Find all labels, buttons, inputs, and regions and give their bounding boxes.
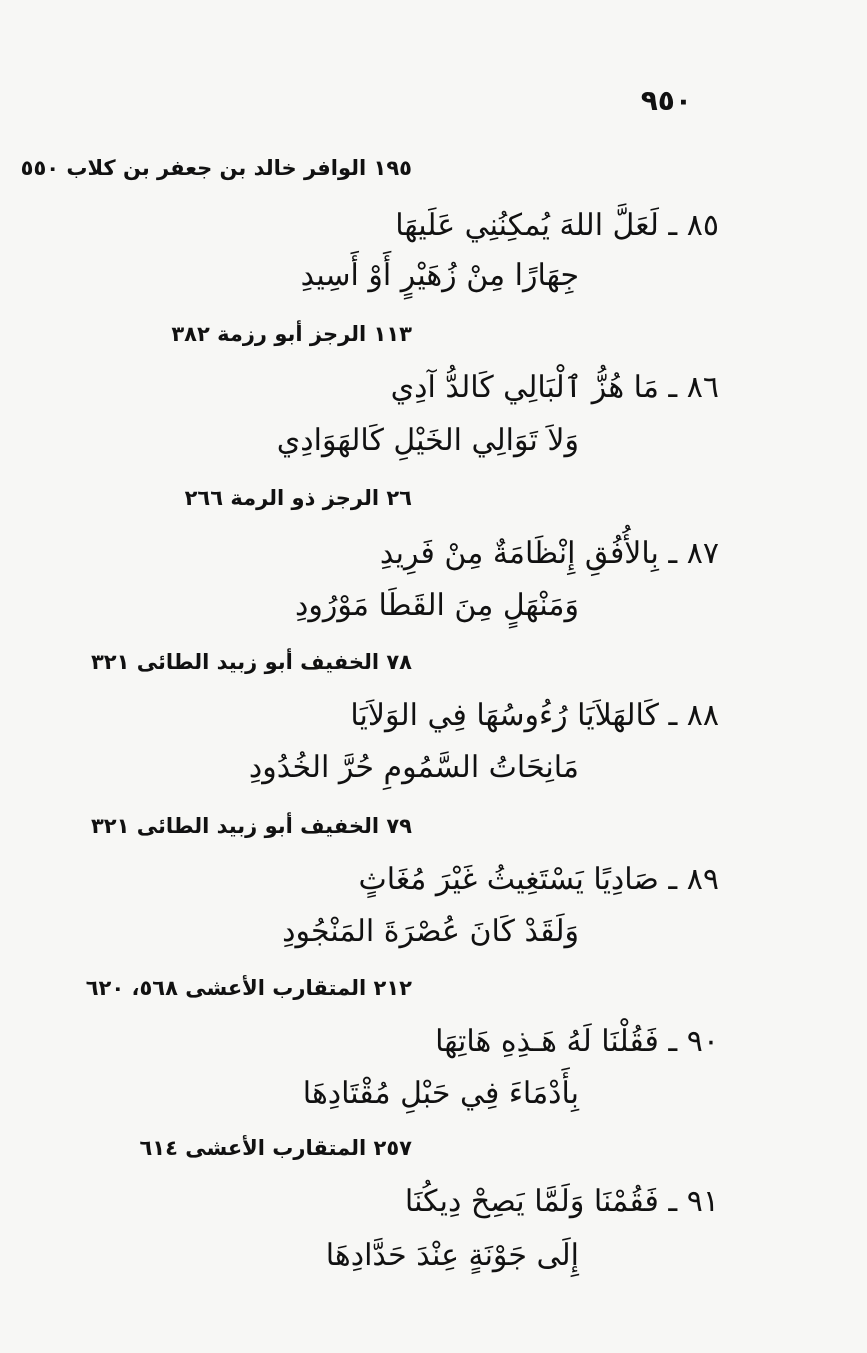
- verse-second-hemistich: جِهَارًا مِنْ زُهَيْرٍ أَوْ أَسِيدِ: [300, 258, 579, 293]
- verse-first-hemistich: ٨٥ ـ لَعَلَّ اللهَ يُمكِنُنِي عَلَيهَا: [395, 208, 719, 243]
- verse-second-hemistich: وَلَقَدْ كَانَ عُصْرَةَ المَنْجُودِ: [282, 914, 579, 949]
- verse-first-hemistich: ٨٧ ـ بِالأُفُقِ إِنْظَامَةٌ مِنْ فَرِيدِ: [379, 536, 719, 571]
- verse-reference: ١١٣ الرجز أبو رزمة ٣٨٢: [171, 322, 412, 346]
- verse-reference: ٢٥٧ المتقارب الأعشى ٦١٤: [139, 1136, 412, 1160]
- verse-first-hemistich: ٩١ ـ فَقُمْنَا وَلَمَّا يَصِحْ دِيكُنَا: [404, 1184, 719, 1219]
- verse-second-hemistich: إِلَى جَوْنَةٍ عِنْدَ حَدَّادِهَا: [325, 1238, 579, 1273]
- verse-reference: ١٩٥ الوافر خالد بن جعفر بن كلاب ٥٥٠: [20, 156, 412, 180]
- page-number: ٩٥٠: [640, 84, 692, 117]
- verse-first-hemistich: ٩٠ ـ فَقُلْنَا لَهُ هَـذِهِ هَاتِهَا: [435, 1024, 719, 1059]
- verse-second-hemistich: وَمَنْهَلٍ مِنَ القَطَا مَوْرُودِ: [295, 588, 579, 623]
- verse-reference: ٢٦ الرجز ذو الرمة ٢٦٦: [184, 486, 412, 510]
- verse-reference: ٢١٢ المتقارب الأعشى ٥٦٨، ٦٢٠: [85, 976, 412, 1000]
- verse-second-hemistich: مَانِحَاتُ السَّمُومِ حُرَّ الخُدُودِ: [248, 750, 579, 785]
- verse-reference: ٧٨ الخفيف أبو زبيد الطائى ٣٢١: [90, 650, 412, 674]
- verse-second-hemistich: بِأَدْمَاءَ فِي حَبْلِ مُقْتَادِهَا: [302, 1076, 579, 1111]
- verse-second-hemistich: وَلاَ تَوَالِي الخَيْلِ كَالهَوَادِي: [276, 423, 579, 458]
- verse-reference: ٧٩ الخفيف أبو زبيد الطائى ٣٢١: [90, 814, 412, 838]
- verse-first-hemistich: ٨٩ ـ صَادِيًا يَسْتَغِيثُ غَيْرَ مُغَاثٍ: [358, 862, 719, 897]
- verse-first-hemistich: ٨٨ ـ كَالهَلاَيَا رُءُوسُهَا فِي الوَلاَيَا: [350, 698, 719, 733]
- verse-first-hemistich: ٨٦ ـ مَا هُزُّ ٱلْبَالِي كَالدُّ آدِي: [390, 370, 719, 405]
